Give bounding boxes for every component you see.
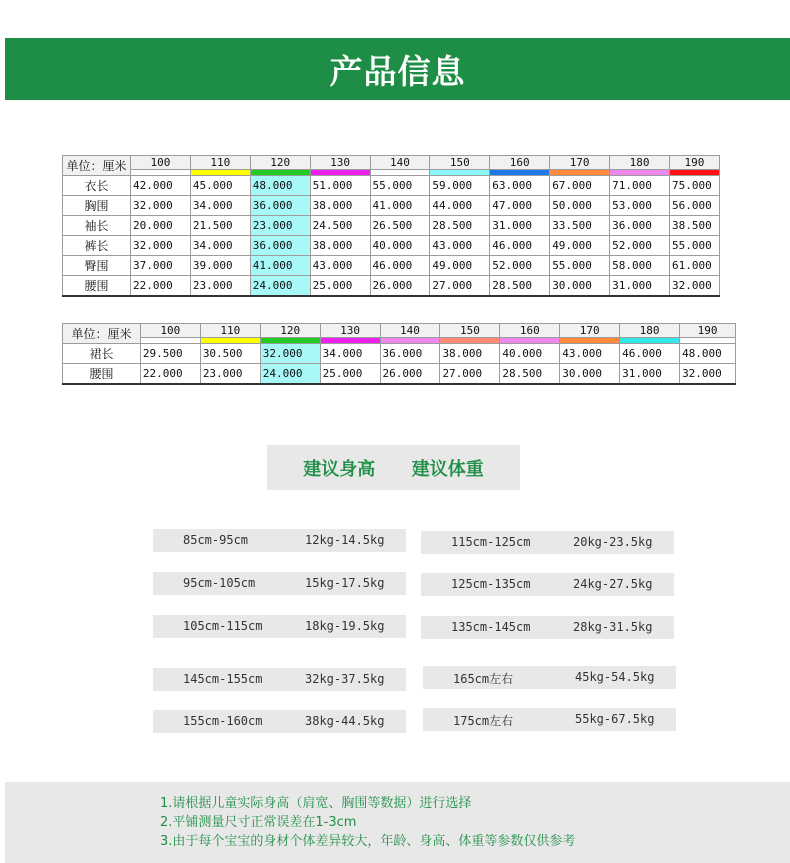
size-header: 110 xyxy=(200,324,260,338)
recommend-weight: 20kg-23.5kg xyxy=(573,535,653,549)
recommend-header xyxy=(267,445,520,490)
measure-value: 32.000 xyxy=(260,344,320,364)
table-row xyxy=(63,276,720,296)
recommend-height: 155cm-160cm xyxy=(183,714,263,728)
measure-value: 27.000 xyxy=(430,276,490,296)
measure-label: 腰围 xyxy=(63,364,141,384)
recommend-weight: 12kg-14.5kg xyxy=(305,533,385,547)
measure-value: 53.000 xyxy=(610,196,670,216)
page-title: 产品信息 xyxy=(329,51,466,91)
unit-label: 单位：厘米 xyxy=(63,156,131,176)
measure-value: 20.000 xyxy=(130,216,190,236)
measure-value: 32.000 xyxy=(130,236,190,256)
size-header: 180 xyxy=(610,156,670,170)
recommend-item xyxy=(153,615,406,638)
measure-value: 23.000 xyxy=(250,216,310,236)
measure-value: 38.000 xyxy=(310,196,370,216)
measure-value: 51.000 xyxy=(310,176,370,196)
size-header: 160 xyxy=(500,324,560,338)
measure-value: 21.500 xyxy=(190,216,250,236)
note-line: 3.由于每个宝宝的身材个体差异较大，年龄、身高、体重等参数仅供参考 xyxy=(160,834,576,849)
recommend-weight: 45kg-54.5kg xyxy=(575,670,655,684)
recommend-item xyxy=(153,529,406,552)
measure-value: 39.000 xyxy=(190,256,250,276)
measure-value: 55.000 xyxy=(550,256,610,276)
measure-value: 55.000 xyxy=(669,236,719,256)
measure-value: 43.000 xyxy=(560,344,620,364)
table-row xyxy=(63,216,720,236)
recommend-item xyxy=(421,573,674,596)
measure-label: 胸围 xyxy=(63,196,131,216)
measure-value: 52.000 xyxy=(610,236,670,256)
measure-value: 28.500 xyxy=(490,276,550,296)
recommend-weight: 55kg-67.5kg xyxy=(575,712,655,726)
measure-value: 40.000 xyxy=(500,344,560,364)
size-header: 190 xyxy=(669,156,719,170)
table-row xyxy=(63,364,736,384)
measure-value: 67.000 xyxy=(550,176,610,196)
measure-label: 裙长 xyxy=(63,344,141,364)
measure-value: 23.000 xyxy=(190,276,250,296)
measure-label: 腰围 xyxy=(63,276,131,296)
measure-value: 56.000 xyxy=(669,196,719,216)
size-header: 180 xyxy=(620,324,680,338)
size-header: 120 xyxy=(260,324,320,338)
note-line: 2.平铺测量尺寸正常误差在1-3cm xyxy=(160,815,357,830)
height-title: 建议身高 xyxy=(303,458,376,480)
measure-value: 31.000 xyxy=(490,216,550,236)
measure-value: 22.000 xyxy=(130,276,190,296)
note-line: 1.请根据儿童实际身高（肩宽、胸围等数据）进行选择 xyxy=(160,796,472,811)
recommend-item xyxy=(421,616,674,639)
measure-value: 48.000 xyxy=(680,344,736,364)
measure-value: 47.000 xyxy=(490,196,550,216)
measure-value: 42.000 xyxy=(130,176,190,196)
measure-value: 52.000 xyxy=(490,256,550,276)
measure-value: 30.500 xyxy=(200,344,260,364)
measure-value: 59.000 xyxy=(430,176,490,196)
measure-value: 26.000 xyxy=(370,276,430,296)
size-header: 120 xyxy=(250,156,310,170)
measure-value: 38.000 xyxy=(440,344,500,364)
size-header: 160 xyxy=(490,156,550,170)
measure-value: 25.000 xyxy=(320,364,380,384)
measure-value: 46.000 xyxy=(490,236,550,256)
measure-value: 40.000 xyxy=(370,236,430,256)
size-header: 140 xyxy=(370,156,430,170)
recommend-height: 135cm-145cm xyxy=(451,620,531,634)
size-header: 170 xyxy=(550,156,610,170)
page-title-banner xyxy=(5,38,790,100)
recommend-weight: 15kg-17.5kg xyxy=(305,576,385,590)
measure-value: 43.000 xyxy=(430,236,490,256)
recommend-weight: 24kg-27.5kg xyxy=(573,577,653,591)
recommend-height: 125cm-135cm xyxy=(451,577,531,591)
table-row xyxy=(63,236,720,256)
measure-value: 34.000 xyxy=(190,196,250,216)
unit-label: 单位：厘米 xyxy=(63,324,141,344)
measure-label: 臀围 xyxy=(63,256,131,276)
recommend-height: 175cm左右 xyxy=(453,714,514,728)
measure-value: 23.000 xyxy=(200,364,260,384)
measure-value: 28.500 xyxy=(500,364,560,384)
top-size-table xyxy=(62,155,720,297)
recommend-item xyxy=(153,572,406,595)
measure-label: 袖长 xyxy=(63,216,131,236)
measure-value: 36.000 xyxy=(250,236,310,256)
size-header: 130 xyxy=(310,156,370,170)
measure-value: 34.000 xyxy=(320,344,380,364)
recommend-weight: 28kg-31.5kg xyxy=(573,620,653,634)
measure-value: 24.000 xyxy=(260,364,320,384)
recommend-height: 95cm-105cm xyxy=(183,576,256,590)
table-row xyxy=(63,344,736,364)
measure-value: 44.000 xyxy=(430,196,490,216)
measure-value: 49.000 xyxy=(430,256,490,276)
weight-title: 建议体重 xyxy=(411,458,484,480)
measure-value: 37.000 xyxy=(130,256,190,276)
measure-value: 30.000 xyxy=(560,364,620,384)
recommend-weight: 32kg-37.5kg xyxy=(305,672,385,686)
measure-value: 22.000 xyxy=(140,364,200,384)
measure-value: 75.000 xyxy=(669,176,719,196)
measure-value: 31.000 xyxy=(620,364,680,384)
recommend-item xyxy=(423,666,676,689)
measure-value: 48.000 xyxy=(250,176,310,196)
recommend-height: 165cm左右 xyxy=(453,672,514,686)
measure-value: 29.500 xyxy=(140,344,200,364)
size-header: 110 xyxy=(190,156,250,170)
measure-value: 24.000 xyxy=(250,276,310,296)
size-header: 190 xyxy=(680,324,736,338)
recommend-item xyxy=(423,708,676,731)
measure-value: 31.000 xyxy=(610,276,670,296)
recommend-item xyxy=(153,668,406,691)
measure-value: 43.000 xyxy=(310,256,370,276)
measure-value: 32.000 xyxy=(130,196,190,216)
measure-value: 26.000 xyxy=(380,364,440,384)
measure-value: 26.500 xyxy=(370,216,430,236)
size-header: 150 xyxy=(430,156,490,170)
recommend-item xyxy=(421,531,674,554)
table-row xyxy=(63,196,720,216)
measure-value: 36.000 xyxy=(250,196,310,216)
measure-value: 38.000 xyxy=(310,236,370,256)
measure-value: 30.000 xyxy=(550,276,610,296)
measure-value: 71.000 xyxy=(610,176,670,196)
notes-panel xyxy=(5,782,790,863)
recommend-height: 115cm-125cm xyxy=(451,535,531,549)
size-header: 140 xyxy=(380,324,440,338)
recommend-item xyxy=(153,710,406,733)
measure-value: 36.000 xyxy=(380,344,440,364)
measure-value: 25.000 xyxy=(310,276,370,296)
size-header: 100 xyxy=(130,156,190,170)
measure-value: 41.000 xyxy=(250,256,310,276)
measure-value: 38.500 xyxy=(669,216,719,236)
measure-value: 24.500 xyxy=(310,216,370,236)
measure-value: 32.000 xyxy=(669,276,719,296)
measure-value: 46.000 xyxy=(370,256,430,276)
measure-value: 46.000 xyxy=(620,344,680,364)
measure-value: 58.000 xyxy=(610,256,670,276)
table-row xyxy=(63,256,720,276)
measure-value: 33.500 xyxy=(550,216,610,236)
measure-label: 裤长 xyxy=(63,236,131,256)
measure-label: 衣长 xyxy=(63,176,131,196)
measure-value: 55.000 xyxy=(370,176,430,196)
size-header: 150 xyxy=(440,324,500,338)
measure-value: 34.000 xyxy=(190,236,250,256)
recommend-height: 85cm-95cm xyxy=(183,533,249,547)
measure-value: 36.000 xyxy=(610,216,670,236)
measure-value: 41.000 xyxy=(370,196,430,216)
recommend-height: 105cm-115cm xyxy=(183,619,263,633)
measure-value: 49.000 xyxy=(550,236,610,256)
size-header: 100 xyxy=(140,324,200,338)
size-header: 170 xyxy=(560,324,620,338)
size-header: 130 xyxy=(320,324,380,338)
table-row xyxy=(63,176,720,196)
recommend-height: 145cm-155cm xyxy=(183,672,263,686)
measure-value: 32.000 xyxy=(680,364,736,384)
recommend-weight: 18kg-19.5kg xyxy=(305,619,385,633)
measure-value: 27.000 xyxy=(440,364,500,384)
measure-value: 28.500 xyxy=(430,216,490,236)
measure-value: 45.000 xyxy=(190,176,250,196)
recommend-weight: 38kg-44.5kg xyxy=(305,714,385,728)
measure-value: 61.000 xyxy=(669,256,719,276)
bottom-size-table xyxy=(62,323,736,385)
measure-value: 50.000 xyxy=(550,196,610,216)
measure-value: 63.000 xyxy=(490,176,550,196)
